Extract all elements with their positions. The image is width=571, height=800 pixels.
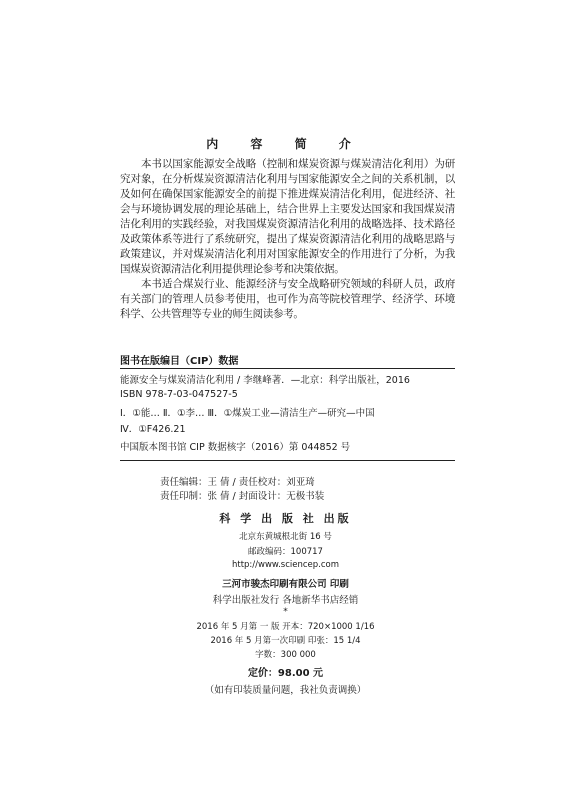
- publisher-zip: 邮政编码：100717: [248, 547, 323, 557]
- quality-note: （如有印装质量问题，我社负责调换）: [204, 685, 367, 696]
- printer-line: 三河市骏杰印刷有限公司 印刷: [222, 579, 349, 590]
- editors-line-1: 责任编辑：王 倩 / 责任校对：刘亚琦: [160, 477, 315, 488]
- cip-subject-line: Ⅰ．①能… Ⅱ．①李… Ⅲ．①煤炭工业—清洁生产—研究—中国: [120, 408, 375, 419]
- cip-bibliographic-line: 能源安全与煤炭清洁化利用 / 李继峰著．—北京：科学出版社，2016: [120, 375, 410, 386]
- cip-isbn: ISBN 978-7-03-047527-5: [120, 389, 238, 400]
- distributor-line: 科学出版社发行 各地新华书店经销: [212, 595, 359, 606]
- publisher-address: 北京东黄城根北街 16 号: [239, 532, 332, 542]
- publisher-name: 科 学 出 版 社 出版: [219, 512, 352, 525]
- printing-line: 2016 年 5 月第一次印刷 印张：15 1/4: [210, 636, 361, 646]
- cip-heading: 图书在版编目（CIP）数据: [120, 356, 239, 367]
- intro-paragraph-2: 本书适合煤炭行业、能源经济与安全战略研究领域的科研人员，政府有关部门的管理人员参考使用，也可作为高等院校管理学、经济学、环境科学、公共管理等专业的师生阅读参考。: [120, 278, 455, 320]
- intro-section: [120, 157, 455, 322]
- page-title: 内 容 简 介: [206, 137, 365, 151]
- price: 定价：98.00 元: [247, 668, 324, 679]
- divider: [120, 460, 455, 461]
- separator-star: *: [283, 607, 288, 617]
- publisher-url: http://www.sciencep.com: [231, 560, 340, 570]
- edition-line: 2016 年 5 月第 一 版 开本：720×1000 1/16: [196, 622, 375, 632]
- cip-record-number: 中国版本图书馆 CIP 数据核字（2016）第 044852 号: [120, 442, 351, 453]
- editors-line-2: 责任印制：张 倩 / 封面设计：无极书装: [160, 491, 325, 502]
- intro-paragraph-1: 本书以国家能源安全战略（控制和煤炭资源与煤炭清洁化利用）为研究对象，在分析煤炭资源清洁化利用与国家能源安全之间的关系机制，以及如何在确保国家能源安全的前提下推进煤炭清洁化利用，促进经济、社会与环境协调发展的理论基础上，结合世界上主要发达国家和我国煤炭清洁化利用的实践经验，对我国煤炭资源清洁化利用的战略选择、技术路径及政策体系等进行了系统研究，提出了煤炭资源清洁化利用的战略思路与政策建议，并对煤炭清洁化利用对国家能源安全的作用进行了分析，为我国煤炭资源清洁化利用提供理论参考和决策依据。: [120, 158, 455, 275]
- cip-classification: Ⅳ．①F426.21: [120, 424, 186, 435]
- divider: [120, 368, 455, 369]
- word-count: 字数：300 000: [255, 650, 316, 660]
